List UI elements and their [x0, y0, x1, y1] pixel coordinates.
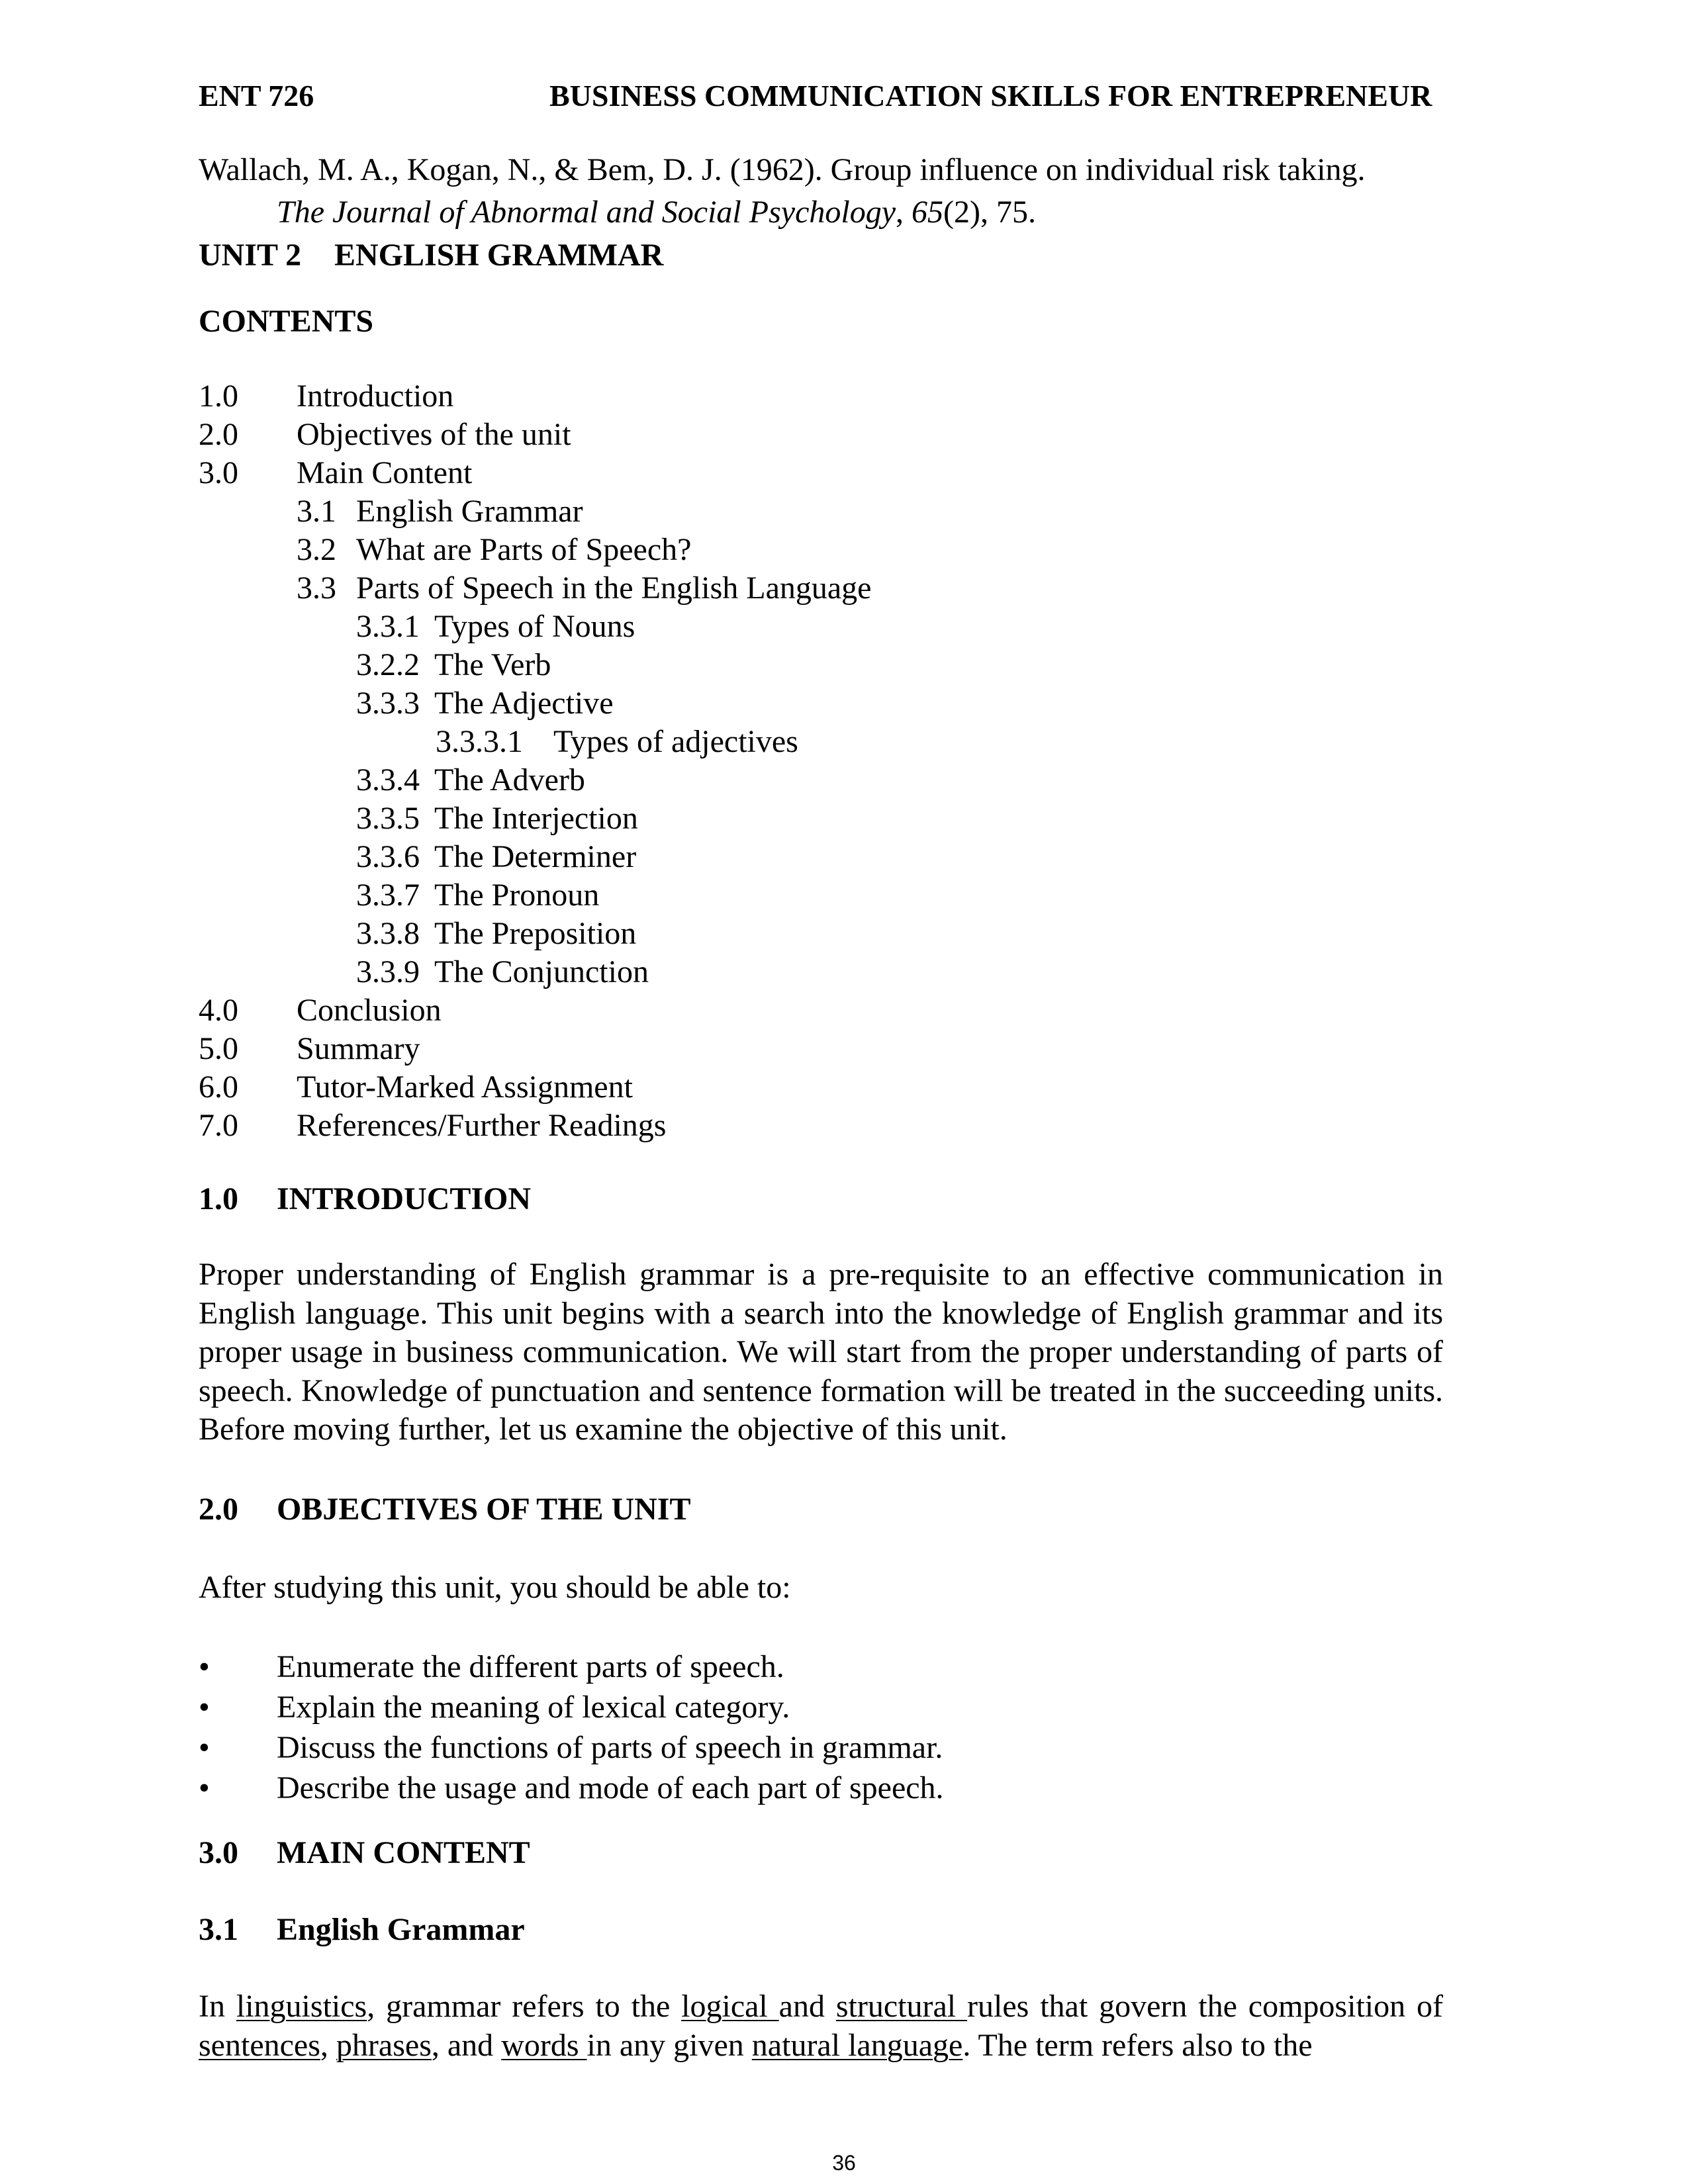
section-title: English Grammar [277, 1912, 525, 1947]
toc-number: 3.1 [297, 494, 336, 529]
toc-label: English Grammar [356, 494, 583, 529]
paragraph-text: . The term refers also to the [962, 2027, 1313, 2063]
section-number: 3.1 [199, 1912, 238, 1947]
section-number: 2.0 [199, 1492, 238, 1527]
link-words[interactable]: words [501, 2027, 587, 2063]
reference-line-2 [277, 193, 1036, 232]
section-number: 3.0 [199, 1835, 238, 1870]
toc-label: Objectives of the unit [297, 417, 571, 452]
course-code: ENT 726 [199, 79, 314, 113]
paragraph-text: , grammar refers to the [367, 1989, 682, 2024]
toc-number: 3.2.2 [356, 647, 420, 682]
bullet-icon: • [199, 1770, 210, 1805]
toc-label: Conclusion [297, 993, 442, 1028]
toc-number: 3.3.9 [356, 954, 420, 989]
toc-number: 6.0 [199, 1069, 238, 1105]
toc-number: 3.3.3 [356, 686, 420, 721]
toc-label: The Determiner [434, 839, 637, 874]
toc-label: The Verb [434, 647, 551, 682]
toc-number: 3.3.3.1 [436, 724, 523, 759]
section-title: INTRODUCTION [277, 1181, 532, 1216]
list-item-text: Enumerate the different parts of speech. [277, 1649, 784, 1684]
unit-title: ENGLISH GRAMMAR [334, 238, 664, 273]
reference-line-1: Wallach, M. A., Kogan, N., & Bem, D. J. (1962). Group influence on individual risk taking. [199, 152, 1366, 187]
toc-number: 2.0 [199, 417, 238, 452]
section-title: OBJECTIVES OF THE UNIT [277, 1492, 691, 1527]
course-title: BUSINESS COMMUNICATION SKILLS FOR ENTREPRENEUR [549, 79, 1432, 113]
toc-number: 3.3.8 [356, 916, 420, 951]
toc-number: 3.3.4 [356, 762, 420, 797]
unit-label: UNIT 2 [199, 238, 302, 273]
bullet-icon: • [199, 1730, 210, 1765]
paragraph-text: rules that govern the composition of [967, 1989, 1443, 2024]
toc-number: 4.0 [199, 993, 238, 1028]
paragraph-text: In [199, 1989, 236, 2024]
paragraph-text: , and [431, 2027, 502, 2063]
english-grammar-paragraph [199, 1987, 1443, 2065]
section-number: 1.0 [199, 1181, 238, 1216]
toc-number: 5.0 [199, 1031, 238, 1066]
toc-number: 3.2 [297, 532, 336, 567]
toc-label: References/Further Readings [297, 1108, 667, 1143]
toc-label: Parts of Speech in the English Language [356, 570, 872, 606]
toc-label: The Adverb [434, 762, 585, 797]
link-sentences[interactable]: sentences [199, 2027, 320, 2063]
link-logical[interactable]: logical [681, 1989, 779, 2024]
link-natural-language[interactable]: natural language [751, 2027, 963, 2063]
toc-number: 7.0 [199, 1108, 238, 1143]
list-item-text: Discuss the functions of parts of speech in grammar. [277, 1730, 943, 1765]
toc-number: 3.3.5 [356, 801, 420, 836]
toc-label: The Pronoun [434, 878, 600, 913]
section-title: MAIN CONTENT [277, 1835, 530, 1870]
toc-number: 3.3.1 [356, 609, 420, 644]
toc-number: 3.3.6 [356, 839, 420, 874]
list-item-text: Explain the meaning of lexical category. [277, 1690, 790, 1725]
link-structural[interactable]: structural [835, 1989, 968, 2024]
link-linguistics[interactable]: linguistics [236, 1989, 367, 2024]
introduction-paragraph: Proper understanding of English grammar is a pre-requisite to an effective communication in English language. This unit begins with a search into the knowledge of English grammar and its proper usage in business communication. We will start from the proper understanding of parts of speech. Knowledge of punctuation and sentence formation will be treated in the succeeding units. Before moving further, let us examine the objective of this unit. [199, 1257, 1443, 1447]
reference-journal: The Journal of Abnormal and Social Psychology [277, 195, 896, 230]
toc-number: 3.3.7 [356, 878, 420, 913]
reference-issue-pages: (2), 75. [943, 195, 1036, 230]
toc-label: Summary [297, 1031, 420, 1066]
toc-label: Introduction [297, 379, 454, 414]
toc-number: 3.3 [297, 570, 336, 606]
paragraph-text: in any given [586, 2027, 752, 2063]
list-item-text: Describe the usage and mode of each part of speech. [277, 1770, 944, 1805]
toc-label: What are Parts of Speech? [356, 532, 692, 567]
toc-label: Types of Nouns [434, 609, 635, 644]
toc-label: The Interjection [434, 801, 638, 836]
toc-label: The Preposition [434, 916, 637, 951]
reference-separator: , [896, 195, 912, 230]
contents-heading: CONTENTS [199, 304, 374, 339]
paragraph-text: , [320, 2027, 336, 2063]
toc-label: The Adjective [434, 686, 614, 721]
toc-label: Main Content [297, 455, 473, 490]
toc-number: 1.0 [199, 379, 238, 414]
bullet-icon: • [199, 1649, 210, 1684]
toc-label: Tutor-Marked Assignment [297, 1069, 633, 1105]
toc-number: 3.0 [199, 455, 238, 490]
objectives-lead: After studying this unit, you should be able to: [199, 1570, 791, 1605]
bullet-icon: • [199, 1690, 210, 1725]
link-phrases[interactable]: phrases [336, 2027, 432, 2063]
toc-label: The Conjunction [434, 954, 649, 989]
toc-label: Types of adjectives [553, 724, 798, 759]
reference-volume: 65 [912, 195, 944, 230]
paragraph-text: and [778, 1989, 836, 2024]
page-number: 36 [832, 2151, 856, 2175]
